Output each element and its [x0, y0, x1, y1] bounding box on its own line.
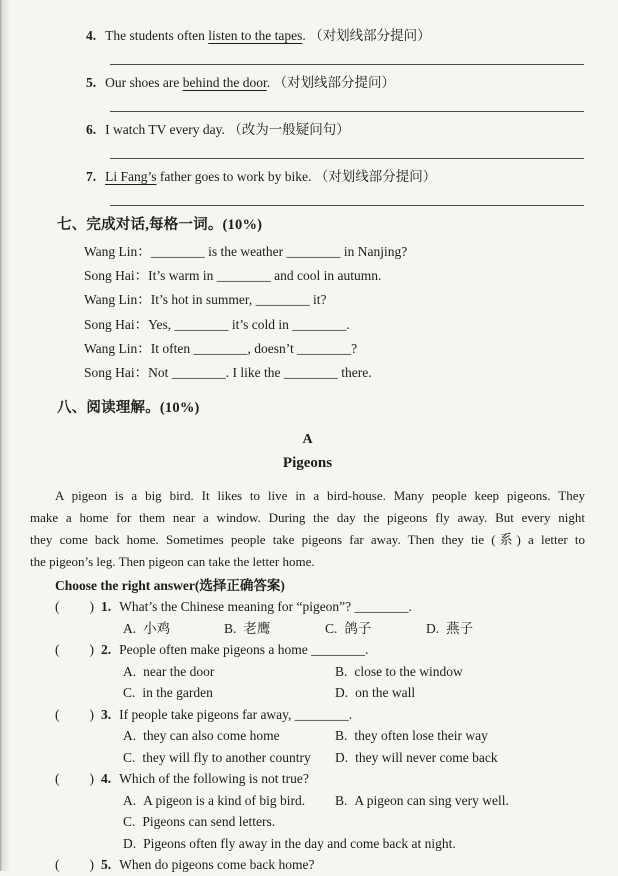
mcq-option: [335, 747, 498, 769]
transform-section: [0, 27, 618, 206]
answer-line: [110, 158, 584, 159]
option-label: B.: [335, 792, 348, 808]
question-number: 2.: [101, 642, 112, 658]
option-label: C.: [123, 749, 136, 765]
transform-question-block: [0, 27, 618, 65]
option-text: close to the window: [354, 663, 463, 679]
mcq-option: [335, 661, 463, 683]
option-label: D.: [335, 749, 349, 765]
option-label: D.: [123, 835, 137, 851]
transform-question-block: [0, 168, 618, 206]
option-text: Pigeons can send letters.: [142, 814, 276, 830]
option-label: A.: [123, 792, 137, 808]
mcq-option: [426, 618, 473, 640]
option-text: they often lose their way: [354, 728, 488, 744]
option-text: A pigeon can sing very well.: [354, 792, 509, 808]
option-label: A.: [123, 620, 137, 636]
option-label: D.: [426, 620, 440, 636]
option-text: 老鹰: [243, 620, 271, 636]
option-label: A.: [123, 663, 137, 679]
option-text: 小鸡: [143, 620, 171, 636]
mcq-option: [335, 790, 509, 812]
passage-line: make a home for them near a window. During the day the pigeons fly away. But every night: [30, 510, 585, 526]
dialogue-line: Wang Lin：It often ________, doesn’t ________?: [84, 340, 358, 356]
transform-question: [86, 168, 618, 185]
question-stem-text: If people take pigeons far away, ________.: [119, 706, 353, 722]
underlined-phrase: behind the door: [182, 75, 267, 90]
mcq-option: [325, 618, 426, 640]
mcq-question-stem: [55, 854, 618, 876]
transform-question: [86, 121, 618, 138]
mcq-option: [335, 682, 415, 704]
option-label: D.: [335, 685, 349, 701]
question-number: 3.: [101, 706, 112, 722]
reading-passage: [30, 485, 585, 573]
transform-question: [86, 27, 618, 44]
mcq-option: [123, 811, 275, 833]
answer-paren-open: (: [55, 706, 60, 722]
dialogue-line: Wang Lin：________ is the weather ________ in Nanjing?: [84, 244, 408, 259]
option-text: they can also come home: [143, 728, 280, 744]
mcq-option-row: [123, 833, 618, 855]
question-text-post: .: [266, 75, 274, 90]
mcq-option: [123, 661, 335, 683]
chinese-instruction: （改为一般疑问句）: [228, 122, 350, 137]
question-number: 7.: [86, 169, 97, 184]
choose-instruction: Choose the right answer(选择正确答案): [55, 578, 285, 594]
mcq-option: [335, 725, 488, 747]
dialogue-line: Song Hai：Yes, ________ it’s cold in ________.: [84, 316, 350, 332]
answer-line: [110, 64, 584, 65]
question-number: 1.: [101, 599, 112, 615]
chinese-instruction: （对划线部分提问）: [314, 169, 437, 184]
answer-paren-close: ): [89, 599, 94, 615]
option-text: A pigeon is a kind of big bird.: [143, 792, 306, 808]
question-number: 4.: [101, 771, 112, 787]
answer-paren-open: (: [55, 599, 60, 615]
option-text: Pigeons often fly away in the day and come back at night.: [143, 835, 456, 851]
mcq-option: [224, 618, 325, 640]
mcq-option-row: [123, 618, 618, 640]
question-text-post: .: [302, 28, 310, 43]
option-label: B.: [224, 620, 237, 636]
mcq-question-stem: [55, 768, 618, 790]
mcq-option: [123, 618, 224, 640]
option-label: C.: [325, 620, 338, 636]
section8-heading: 八、阅读理解。(10%): [57, 400, 200, 417]
mcq-option-row: [123, 747, 618, 769]
option-label: C.: [123, 814, 136, 830]
question-stem-text: When do pigeons come back home?: [119, 857, 315, 873]
transform-question: [86, 74, 618, 91]
chinese-instruction: （对划线部分提问）: [273, 75, 395, 90]
dialogue-section: [84, 240, 618, 385]
question-number: 5.: [101, 857, 112, 873]
question-stem-text: People often make pigeons a home ________.: [119, 642, 369, 658]
answer-paren-close: ): [89, 706, 94, 722]
dialogue-line: Song Hai：Not ________. I like the ________ there.: [84, 365, 372, 381]
option-label: A.: [123, 728, 137, 744]
mcq-option-row: [123, 682, 618, 704]
question-stem-text: What’s the Chinese meaning for “pigeon”? ________.: [119, 599, 412, 615]
mcq-question-stem: [55, 639, 618, 661]
mcq-option: [123, 725, 335, 747]
mcq-question-stem: [55, 704, 618, 726]
question-text-pre: The students often: [105, 28, 209, 43]
answer-line: [110, 205, 584, 206]
chinese-instruction: （对划线部分提问）: [309, 28, 431, 43]
question-stem-text: Which of the following is not true?: [119, 771, 309, 787]
section7-heading: 七、完成对话,每格一词。(10%): [57, 217, 263, 233]
underlined-phrase: listen to the tapes: [208, 28, 303, 43]
passage-part-label: A: [302, 432, 313, 448]
question-text-pre: Our shoes are: [105, 75, 183, 90]
underlined-phrase: Li Fang’s: [105, 169, 157, 184]
option-text: on the wall: [355, 685, 416, 701]
option-label: C.: [123, 685, 136, 701]
answer-paren-open: (: [55, 857, 60, 873]
option-text: in the garden: [142, 685, 213, 701]
answer-paren-close: ): [89, 771, 94, 787]
mcq-option-row: [123, 790, 618, 812]
option-text: 鸽子: [344, 620, 372, 636]
passage-title: Pigeons: [282, 455, 333, 472]
option-text: near the door: [143, 663, 215, 679]
question-number: 5.: [86, 75, 97, 90]
mcq-option: [123, 682, 335, 704]
mcq-option-row: [123, 811, 618, 833]
passage-line: A pigeon is a big bird. It likes to live in a bird-house. Many people keep pigeons. They: [55, 488, 585, 504]
option-text: they will fly to another country: [142, 749, 311, 765]
option-text: 燕子: [446, 620, 474, 636]
mcq-question-stem: [55, 596, 618, 618]
answer-line: [110, 111, 584, 112]
answer-paren-open: (: [55, 642, 60, 658]
dialogue-line: Wang Lin：It’s hot in summer, ________ it?: [84, 292, 327, 308]
option-label: B.: [335, 663, 348, 679]
question-number: 6.: [86, 122, 97, 137]
answer-paren-close: ): [89, 857, 94, 873]
question-text-post: father goes to work by bike.: [156, 169, 315, 184]
answer-paren-open: (: [55, 771, 60, 787]
mcq-option: [123, 833, 456, 855]
answer-paren-close: ): [89, 642, 94, 658]
passage-line: they come back home. Sometimes people take pigeons far away. Then they tie (系) a letter to: [30, 532, 585, 548]
option-label: B.: [335, 728, 348, 744]
dialogue-line: Song Hai：It’s warm in ________ and cool in autumn.: [84, 268, 382, 284]
question-number: 4.: [86, 28, 97, 43]
mcq-option: [123, 747, 335, 769]
question-text-pre: I watch TV every day.: [105, 122, 229, 137]
mcq-option: [123, 790, 335, 812]
mcq-option-row: [123, 661, 618, 683]
transform-question-block: [0, 74, 618, 112]
mcq-option-row: [123, 725, 618, 747]
transform-question-block: [0, 121, 618, 159]
passage-line: the pigeon’s leg. Then pigeon can take the letter home.: [30, 554, 315, 570]
mcq-section: [55, 596, 618, 876]
option-text: they will never come back: [355, 749, 498, 765]
